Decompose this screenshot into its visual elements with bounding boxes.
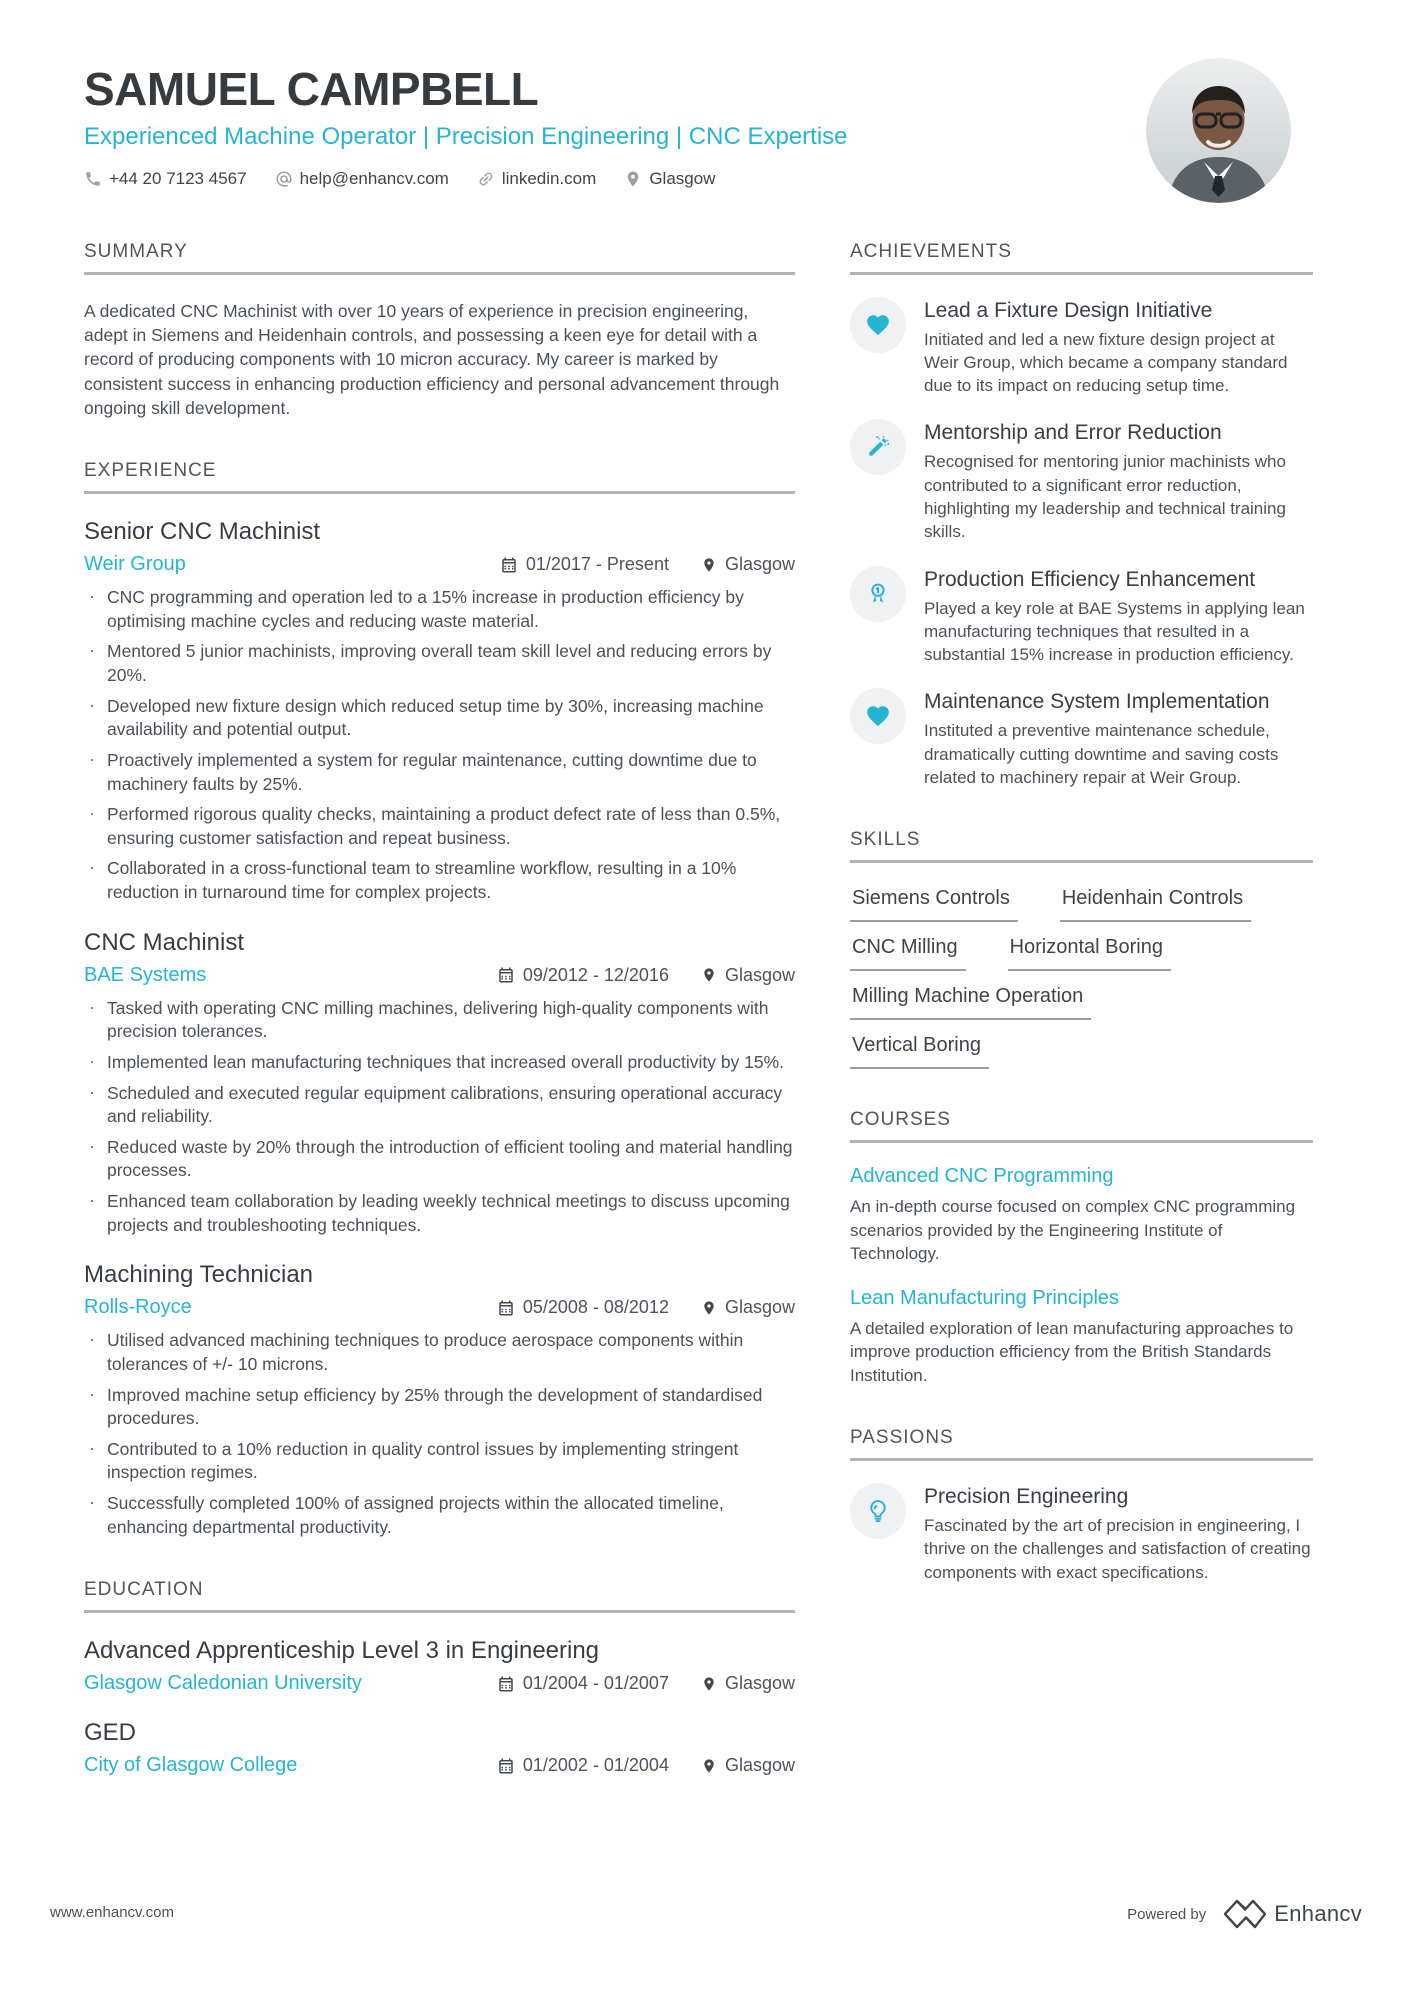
degree-title: GED (84, 1719, 137, 1747)
calendar-icon (497, 966, 515, 984)
education-entry (84, 1719, 795, 1777)
date-range (497, 965, 669, 986)
contact-location (624, 169, 715, 189)
job-title: CNC Machinist (84, 928, 245, 956)
lightbulb-icon (850, 1483, 906, 1539)
skill-tag: Vertical Boring (850, 1020, 989, 1069)
passions-heading: PASSIONS (850, 1427, 1313, 1461)
powered-by-label: Powered by (1127, 1905, 1207, 1923)
person-name: SAMUEL CAMPBELL (84, 63, 539, 115)
achievement-title: Lead a Fixture Design Initiative (924, 298, 1213, 322)
calendar-icon (500, 556, 518, 574)
date-text: 09/2012 - 12/2016 (522, 964, 669, 985)
date-range (497, 1755, 669, 1776)
achievement-content (924, 688, 1313, 789)
footer-brand[interactable] (1127, 1899, 1362, 1929)
profile-photo (1146, 58, 1291, 203)
email-address: help@enhancv.com (299, 168, 449, 188)
date-text: 01/2004 - 01/2007 (522, 1673, 669, 1694)
education-heading: EDUCATION (84, 1579, 795, 1613)
achievement-text: Initiated and led a new fixture design project at Weir Group, which became a company standard due to its impact on reducing setup time. (924, 329, 1288, 396)
bullet-item: · Mentored 5 junior machinists, improving overall team skill level and reducing errors by 20%. (84, 640, 795, 687)
job-bullets (84, 1329, 795, 1539)
achievement-title: Maintenance System Implementation (924, 690, 1270, 714)
location-pin-icon (701, 1676, 717, 1692)
contact-row (84, 169, 1313, 189)
achievement-content (924, 297, 1313, 398)
location-text: Glasgow (649, 168, 716, 188)
school-link[interactable]: City of Glasgow College (84, 1754, 298, 1777)
skill-tag: Heidenhain Controls (1060, 873, 1251, 922)
left-column (84, 241, 795, 1818)
achievement-text: Instituted a preventive maintenance schedule, dramatically cutting downtime and saving costs related to machinery repair at Weir Group. (924, 721, 1279, 787)
at-icon (275, 170, 293, 188)
skills-heading: SKILLS (850, 829, 1313, 863)
bullet-item: · Tasked with operating CNC milling machines, delivering high-quality components with precision tolerances. (84, 997, 795, 1044)
job-meta (497, 1297, 795, 1318)
phone-number: +44 20 7123 4567 (109, 168, 247, 188)
achievement-item (850, 688, 1313, 789)
course-text: An in-depth course focused on complex CNC programming scenarios provided by the Engineering Institute of Technology. (850, 1197, 1296, 1263)
skills-row (850, 1020, 1313, 1069)
courses-section (850, 1109, 1313, 1387)
job-entry (84, 518, 795, 905)
edu-meta-row (84, 1754, 795, 1777)
bullet-item: · Contributed to a 10% reduction in quality control issues by implementing stringent inspection regimes. (84, 1438, 795, 1485)
calendar-icon (497, 1299, 515, 1317)
date-text: 01/2002 - 01/2004 (522, 1755, 669, 1776)
location-pin-icon (701, 1758, 717, 1774)
course-title[interactable]: Lean Manufacturing Principles (850, 1287, 1120, 1310)
contact-phone[interactable] (84, 169, 247, 189)
passion-content (924, 1483, 1313, 1584)
skills-row (850, 873, 1313, 922)
location-text: Glasgow (724, 1673, 795, 1694)
location-chip (701, 965, 795, 986)
skill-tag: CNC Milling (850, 922, 966, 971)
degree-title: Advanced Apprenticeship Level 3 in Engineering (84, 1637, 600, 1665)
bullet-item: · Implemented lean manufacturing techniques that increased overall productivity by 15%. (84, 1051, 795, 1075)
job-entry (84, 929, 795, 1238)
skills-row (850, 971, 1313, 1020)
achievements-section (850, 241, 1313, 790)
job-meta-row (84, 553, 795, 576)
bullet-item: · Enhanced team collaboration by leading weekly technical meetings to discuss upcoming projects and troubleshooting techniques. (84, 1190, 795, 1237)
course-item (850, 1165, 1313, 1265)
job-meta (497, 965, 795, 986)
course-item (850, 1287, 1313, 1387)
date-range (500, 554, 669, 575)
location-text: Glasgow (724, 554, 795, 575)
linkedin-url: linkedin.com (501, 168, 597, 188)
contact-linkedin[interactable] (477, 169, 597, 189)
location-text: Glasgow (724, 1297, 795, 1318)
edu-meta-row (84, 1672, 795, 1695)
heart-icon (850, 688, 906, 744)
summary-heading: SUMMARY (84, 241, 795, 275)
passion-text: Fascinated by the art of precision in engineering, I thrive on the challenges and satisfaction of creating components with exact specifications. (924, 1515, 1311, 1582)
company-link[interactable]: Weir Group (84, 553, 186, 576)
passion-item (850, 1483, 1313, 1584)
skills-section (850, 829, 1313, 1069)
edu-meta (497, 1673, 795, 1694)
magic-wand-icon (850, 419, 906, 475)
contact-email[interactable] (275, 169, 449, 189)
location-pin-icon (701, 557, 717, 573)
job-entry (84, 1261, 795, 1539)
skills-list (850, 873, 1313, 1069)
bullet-item: · Scheduled and executed regular equipment calibrations, ensuring operational accuracy and reliability. (84, 1082, 795, 1129)
job-bullets (84, 997, 795, 1238)
education-entry (84, 1637, 795, 1695)
location-pin-icon (701, 967, 717, 983)
job-meta-row (84, 964, 795, 987)
achievement-title: Production Efficiency Enhancement (924, 567, 1256, 591)
phone-icon (84, 170, 102, 188)
bullet-item: · CNC programming and operation led to a 15% increase in production efficiency by optimising machine cycles and reducing waste material. (84, 586, 795, 633)
experience-section (84, 460, 795, 1539)
footer-site-link[interactable]: www.enhancv.com (50, 1904, 174, 1921)
location-text: Glasgow (724, 1755, 795, 1776)
achievement-item (850, 566, 1313, 667)
bullet-item: · Proactively implemented a system for regular maintenance, cutting downtime due to machinery faults by 25%. (84, 749, 795, 796)
passions-section (850, 1427, 1313, 1584)
link-icon (477, 170, 495, 188)
location-text: Glasgow (724, 964, 795, 985)
job-bullets (84, 586, 795, 905)
location-chip (701, 1297, 795, 1318)
bullet-item: · Reduced waste by 20% through the introduction of efficient tooling and material handling processes. (84, 1136, 795, 1183)
course-text: A detailed exploration of lean manufacturing approaches to improve production efficiency from the British Standards Institution. (850, 1319, 1294, 1385)
calendar-icon (497, 1757, 515, 1775)
date-range (497, 1297, 669, 1318)
skill-tag: Siemens Controls (850, 873, 1018, 922)
calendar-icon (497, 1675, 515, 1693)
bullet-item: · Developed new fixture design which reduced setup time by 30%, increasing machine availability and potential output. (84, 695, 795, 742)
education-section (84, 1579, 795, 1777)
edu-meta (497, 1755, 795, 1776)
achievement-text: Played a key role at BAE Systems in applying lean manufacturing techniques that resulted in a substantial 15% increase in production efficiency. (924, 598, 1305, 665)
location-icon (624, 170, 642, 188)
job-meta (500, 554, 795, 575)
location-chip (701, 1673, 795, 1694)
location-chip (701, 1755, 795, 1776)
enhancv-wordmark: Enhancv (1274, 1901, 1362, 1926)
job-title: Machining Technician (84, 1261, 314, 1289)
bullet-item: · Collaborated in a cross-functional team to streamline workflow, resulting in a 10% reduction in turnaround time for complex projects. (84, 857, 795, 904)
headline: Experienced Machine Operator | Precision Engineering | CNC Expertise (84, 122, 848, 150)
medal-icon (850, 566, 906, 622)
heart-icon (850, 297, 906, 353)
achievement-content (924, 419, 1313, 543)
company-link[interactable]: Rolls-Royce (84, 1296, 192, 1319)
experience-heading: EXPERIENCE (84, 460, 795, 494)
achievement-content (924, 566, 1313, 667)
company-link[interactable]: BAE Systems (84, 963, 207, 986)
date-range (497, 1673, 669, 1694)
bullet-item: · Improved machine setup efficiency by 25% through the development of standardised procedures. (84, 1384, 795, 1431)
enhancv-logo-icon (1224, 1899, 1266, 1929)
job-title: Senior CNC Machinist (84, 518, 321, 546)
passion-title: Precision Engineering (924, 1484, 1129, 1508)
achievement-item (850, 297, 1313, 398)
achievements-heading: ACHIEVEMENTS (850, 241, 1313, 275)
bullet-item: · Performed rigorous quality checks, maintaining a product defect rate of less than 0.5%, ensuring customer satisfaction and repeat business. (84, 803, 795, 850)
location-chip (701, 554, 795, 575)
achievement-title: Mentorship and Error Reduction (924, 421, 1222, 445)
school-link[interactable]: Glasgow Caledonian University (84, 1672, 362, 1695)
right-column (850, 241, 1313, 1818)
date-text: 01/2017 - Present (525, 554, 669, 575)
bullet-item: · Successfully completed 100% of assigned projects within the allocated timeline, enhancing departmental productivity. (84, 1492, 795, 1539)
content-columns (0, 241, 1410, 1818)
bullet-item: · Utilised advanced machining techniques to produce aerospace components within tolerances of +/- 10 microns. (84, 1329, 795, 1376)
courses-heading: COURSES (850, 1109, 1313, 1143)
location-pin-icon (701, 1300, 717, 1316)
job-meta-row (84, 1296, 795, 1319)
summary-section (84, 241, 795, 421)
course-title[interactable]: Advanced CNC Programming (850, 1165, 1114, 1188)
achievement-text: Recognised for mentoring junior machinists who contributed to a significant error reduction, highlighting my leadership and technical training skills. (924, 452, 1286, 542)
skills-row (850, 922, 1313, 971)
skill-tag: Horizontal Boring (1008, 922, 1171, 971)
achievement-item (850, 419, 1313, 543)
skill-tag: Milling Machine Operation (850, 971, 1091, 1020)
summary-text: A dedicated CNC Machinist with over 10 years of experience in precision engineering, adept in Siemens and Heidenhain controls, and possessing a keen eye for detail with a record of producing components with 10 micron accuracy. My career is marked by consistent success in enhancing production efficiency and personal advancement through ongoing skill development. (84, 300, 780, 418)
date-text: 05/2008 - 08/2012 (522, 1297, 669, 1318)
